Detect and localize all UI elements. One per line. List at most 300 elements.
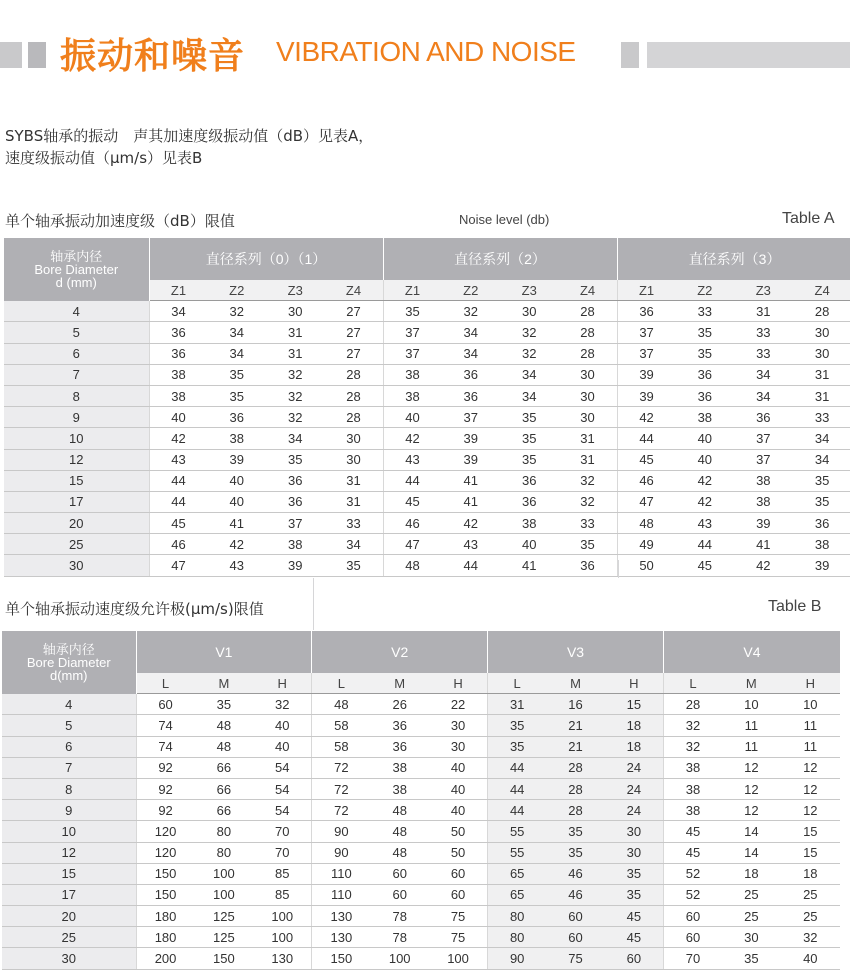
value-cell: 100 bbox=[253, 906, 312, 927]
value-cell: 32 bbox=[663, 736, 722, 757]
table-row bbox=[2, 800, 840, 821]
value-cell: 130 bbox=[312, 906, 371, 927]
value-cell: 40 bbox=[149, 407, 208, 428]
value-cell: 36 bbox=[370, 736, 429, 757]
value-cell: 100 bbox=[370, 948, 429, 969]
value-cell: 33 bbox=[325, 513, 384, 534]
value-cell: 27 bbox=[325, 301, 384, 322]
value-cell: 125 bbox=[195, 927, 254, 948]
table-b-group: V4 bbox=[663, 631, 840, 673]
value-cell: 48 bbox=[195, 715, 254, 736]
value-cell: 35 bbox=[195, 694, 254, 715]
table-row bbox=[2, 821, 840, 842]
value-cell: 30 bbox=[722, 927, 781, 948]
value-cell: 36 bbox=[266, 470, 325, 491]
bore-diameter-cell: 15 bbox=[4, 470, 149, 491]
value-cell: 37 bbox=[383, 322, 442, 343]
value-cell: 37 bbox=[383, 343, 442, 364]
value-cell: 75 bbox=[429, 906, 488, 927]
value-cell: 78 bbox=[370, 927, 429, 948]
value-cell: 90 bbox=[488, 948, 547, 969]
value-cell: 38 bbox=[663, 778, 722, 799]
subcol-header: L bbox=[312, 673, 371, 694]
value-cell: 74 bbox=[136, 736, 195, 757]
value-cell: 37 bbox=[734, 449, 793, 470]
table-row bbox=[4, 555, 850, 576]
value-cell: 60 bbox=[546, 927, 605, 948]
bore-diameter-cell: 30 bbox=[4, 555, 149, 576]
value-cell: 40 bbox=[676, 428, 735, 449]
bore-diameter-cell: 20 bbox=[2, 906, 136, 927]
value-cell: 43 bbox=[149, 449, 208, 470]
value-cell: 36 bbox=[149, 343, 208, 364]
value-cell: 35 bbox=[605, 863, 664, 884]
value-cell: 36 bbox=[617, 301, 676, 322]
table-b bbox=[2, 631, 840, 970]
value-cell: 52 bbox=[663, 884, 722, 905]
value-cell: 92 bbox=[136, 800, 195, 821]
value-cell: 30 bbox=[559, 364, 618, 385]
value-cell: 36 bbox=[676, 364, 735, 385]
value-cell: 12 bbox=[781, 778, 840, 799]
value-cell: 54 bbox=[253, 778, 312, 799]
value-cell: 31 bbox=[266, 343, 325, 364]
bore-diameter-cell: 12 bbox=[4, 449, 149, 470]
table-a-row-header bbox=[4, 238, 149, 301]
value-cell: 44 bbox=[488, 800, 547, 821]
value-cell: 31 bbox=[559, 449, 618, 470]
value-cell: 44 bbox=[617, 428, 676, 449]
value-cell: 70 bbox=[663, 948, 722, 969]
subcol-header: M bbox=[195, 673, 254, 694]
value-cell: 55 bbox=[488, 842, 547, 863]
subcol-header: Z2 bbox=[442, 280, 501, 301]
subcol-header: Z4 bbox=[793, 280, 850, 301]
table-row bbox=[4, 534, 850, 555]
bore-diameter-cell: 4 bbox=[4, 301, 149, 322]
value-cell: 50 bbox=[429, 821, 488, 842]
value-cell: 45 bbox=[663, 821, 722, 842]
table-row bbox=[2, 757, 840, 778]
subcol-header: Z3 bbox=[734, 280, 793, 301]
value-cell: 43 bbox=[676, 513, 735, 534]
table-b-group: V1 bbox=[136, 631, 312, 673]
row-header-unit: d(mm) bbox=[49, 667, 88, 683]
value-cell: 35 bbox=[722, 948, 781, 969]
value-cell: 40 bbox=[429, 778, 488, 799]
value-cell: 11 bbox=[781, 715, 840, 736]
value-cell: 80 bbox=[488, 906, 547, 927]
value-cell: 34 bbox=[149, 301, 208, 322]
subcol-header: Z3 bbox=[500, 280, 559, 301]
value-cell: 36 bbox=[676, 385, 735, 406]
value-cell: 180 bbox=[136, 906, 195, 927]
value-cell: 35 bbox=[500, 449, 559, 470]
value-cell: 10 bbox=[722, 694, 781, 715]
value-cell: 43 bbox=[383, 449, 442, 470]
value-cell: 46 bbox=[617, 470, 676, 491]
value-cell: 48 bbox=[370, 842, 429, 863]
decor-square bbox=[621, 42, 639, 68]
value-cell: 42 bbox=[617, 407, 676, 428]
bore-diameter-cell: 17 bbox=[4, 491, 149, 512]
value-cell: 38 bbox=[676, 407, 735, 428]
value-cell: 42 bbox=[442, 513, 501, 534]
value-cell: 41 bbox=[442, 470, 501, 491]
value-cell: 35 bbox=[546, 842, 605, 863]
value-cell: 41 bbox=[500, 555, 559, 576]
value-cell: 36 bbox=[208, 407, 267, 428]
value-cell: 32 bbox=[500, 322, 559, 343]
value-cell: 35 bbox=[208, 364, 267, 385]
value-cell: 40 bbox=[500, 534, 559, 555]
value-cell: 31 bbox=[488, 694, 547, 715]
value-cell: 10 bbox=[781, 694, 840, 715]
value-cell: 36 bbox=[500, 491, 559, 512]
value-cell: 24 bbox=[605, 800, 664, 821]
value-cell: 38 bbox=[793, 534, 850, 555]
value-cell: 33 bbox=[793, 407, 850, 428]
decor-bar bbox=[647, 42, 850, 68]
value-cell: 38 bbox=[500, 513, 559, 534]
value-cell: 11 bbox=[722, 715, 781, 736]
value-cell: 25 bbox=[781, 884, 840, 905]
value-cell: 30 bbox=[605, 821, 664, 842]
subcol-header: Z2 bbox=[208, 280, 267, 301]
value-cell: 44 bbox=[676, 534, 735, 555]
value-cell: 150 bbox=[136, 884, 195, 905]
value-cell: 80 bbox=[195, 821, 254, 842]
value-cell: 42 bbox=[149, 428, 208, 449]
value-cell: 72 bbox=[312, 800, 371, 821]
bore-diameter-cell: 4 bbox=[2, 694, 136, 715]
bore-diameter-cell: 5 bbox=[4, 322, 149, 343]
value-cell: 100 bbox=[429, 948, 488, 969]
value-cell: 150 bbox=[195, 948, 254, 969]
value-cell: 36 bbox=[559, 555, 618, 576]
value-cell: 39 bbox=[734, 513, 793, 534]
value-cell: 60 bbox=[546, 906, 605, 927]
subcol-header: Z3 bbox=[266, 280, 325, 301]
value-cell: 50 bbox=[429, 842, 488, 863]
value-cell: 18 bbox=[605, 736, 664, 757]
value-cell: 12 bbox=[722, 800, 781, 821]
value-cell: 34 bbox=[793, 428, 850, 449]
table-row bbox=[2, 884, 840, 905]
bore-diameter-cell: 8 bbox=[4, 385, 149, 406]
value-cell: 42 bbox=[676, 470, 735, 491]
table-row bbox=[4, 343, 850, 364]
bore-diameter-cell: 10 bbox=[4, 428, 149, 449]
value-cell: 60 bbox=[663, 906, 722, 927]
subcol-header: L bbox=[488, 673, 547, 694]
value-cell: 15 bbox=[781, 821, 840, 842]
value-cell: 90 bbox=[312, 842, 371, 863]
value-cell: 38 bbox=[734, 491, 793, 512]
value-cell: 35 bbox=[500, 428, 559, 449]
value-cell: 41 bbox=[442, 491, 501, 512]
value-cell: 90 bbox=[312, 821, 371, 842]
value-cell: 25 bbox=[722, 906, 781, 927]
page-title-cn: 振动和噪音 bbox=[60, 36, 246, 77]
value-cell: 38 bbox=[208, 428, 267, 449]
table-row bbox=[4, 385, 850, 406]
value-cell: 39 bbox=[442, 428, 501, 449]
value-cell: 33 bbox=[734, 322, 793, 343]
bore-diameter-cell: 8 bbox=[2, 778, 136, 799]
subcol-header: Z4 bbox=[559, 280, 618, 301]
value-cell: 30 bbox=[429, 715, 488, 736]
value-cell: 42 bbox=[208, 534, 267, 555]
value-cell: 48 bbox=[195, 736, 254, 757]
table-row bbox=[2, 927, 840, 948]
value-cell: 36 bbox=[442, 364, 501, 385]
value-cell: 35 bbox=[500, 407, 559, 428]
table-row bbox=[4, 449, 850, 470]
value-cell: 37 bbox=[266, 513, 325, 534]
value-cell: 34 bbox=[500, 364, 559, 385]
value-cell: 38 bbox=[370, 757, 429, 778]
value-cell: 36 bbox=[266, 491, 325, 512]
value-cell: 15 bbox=[605, 694, 664, 715]
bore-diameter-cell: 15 bbox=[2, 863, 136, 884]
subcol-header: Z4 bbox=[325, 280, 384, 301]
bore-diameter-cell: 7 bbox=[4, 364, 149, 385]
value-cell: 45 bbox=[149, 513, 208, 534]
value-cell: 39 bbox=[793, 555, 850, 576]
bore-diameter-cell: 30 bbox=[2, 948, 136, 969]
value-cell: 42 bbox=[734, 555, 793, 576]
value-cell: 85 bbox=[253, 863, 312, 884]
value-cell: 58 bbox=[312, 736, 371, 757]
divider-line bbox=[313, 578, 314, 630]
value-cell: 200 bbox=[136, 948, 195, 969]
value-cell: 39 bbox=[208, 449, 267, 470]
table-b-row-header bbox=[2, 631, 136, 694]
value-cell: 60 bbox=[370, 884, 429, 905]
value-cell: 55 bbox=[488, 821, 547, 842]
intro-line-2: 速度级振动值（μm/s）见表B bbox=[5, 149, 203, 167]
table-a-noise-level: Noise level (db) bbox=[459, 212, 550, 227]
table-row bbox=[2, 863, 840, 884]
table-a bbox=[4, 238, 850, 577]
value-cell: 35 bbox=[559, 534, 618, 555]
row-header-unit: d (mm) bbox=[55, 274, 97, 290]
table-row bbox=[4, 301, 850, 322]
subcol-header: M bbox=[370, 673, 429, 694]
value-cell: 45 bbox=[383, 491, 442, 512]
value-cell: 35 bbox=[605, 884, 664, 905]
value-cell: 30 bbox=[793, 343, 850, 364]
decor-square bbox=[28, 42, 46, 68]
value-cell: 44 bbox=[383, 470, 442, 491]
value-cell: 40 bbox=[253, 715, 312, 736]
value-cell: 66 bbox=[195, 757, 254, 778]
value-cell: 16 bbox=[546, 694, 605, 715]
value-cell: 47 bbox=[149, 555, 208, 576]
value-cell: 48 bbox=[312, 694, 371, 715]
value-cell: 39 bbox=[442, 449, 501, 470]
value-cell: 66 bbox=[195, 778, 254, 799]
value-cell: 38 bbox=[149, 385, 208, 406]
table-a-label: Table A bbox=[782, 210, 835, 227]
value-cell: 35 bbox=[793, 491, 850, 512]
value-cell: 32 bbox=[781, 927, 840, 948]
value-cell: 52 bbox=[663, 863, 722, 884]
value-cell: 150 bbox=[312, 948, 371, 969]
value-cell: 42 bbox=[676, 491, 735, 512]
value-cell: 34 bbox=[793, 449, 850, 470]
subcol-header: L bbox=[136, 673, 195, 694]
value-cell: 18 bbox=[781, 863, 840, 884]
table-row bbox=[4, 513, 850, 534]
value-cell: 74 bbox=[136, 715, 195, 736]
value-cell: 47 bbox=[617, 491, 676, 512]
value-cell: 27 bbox=[325, 322, 384, 343]
value-cell: 110 bbox=[312, 863, 371, 884]
value-cell: 32 bbox=[253, 694, 312, 715]
value-cell: 44 bbox=[488, 778, 547, 799]
value-cell: 80 bbox=[195, 842, 254, 863]
table-row bbox=[2, 778, 840, 799]
table-row bbox=[2, 842, 840, 863]
value-cell: 32 bbox=[500, 343, 559, 364]
value-cell: 37 bbox=[617, 343, 676, 364]
value-cell: 30 bbox=[325, 449, 384, 470]
value-cell: 125 bbox=[195, 906, 254, 927]
value-cell: 28 bbox=[663, 694, 722, 715]
value-cell: 31 bbox=[793, 364, 850, 385]
value-cell: 28 bbox=[546, 800, 605, 821]
page-title-en: VIBRATION AND NOISE bbox=[276, 36, 576, 67]
value-cell: 45 bbox=[605, 906, 664, 927]
table-b-group: V3 bbox=[488, 631, 664, 673]
bore-diameter-cell: 10 bbox=[2, 821, 136, 842]
bore-diameter-cell: 9 bbox=[2, 800, 136, 821]
table-row bbox=[4, 407, 850, 428]
value-cell: 60 bbox=[429, 884, 488, 905]
value-cell: 28 bbox=[546, 778, 605, 799]
value-cell: 75 bbox=[546, 948, 605, 969]
value-cell: 54 bbox=[253, 800, 312, 821]
value-cell: 44 bbox=[149, 491, 208, 512]
value-cell: 34 bbox=[208, 343, 267, 364]
row-header-en: Bore Diameter bbox=[26, 654, 111, 670]
value-cell: 36 bbox=[149, 322, 208, 343]
value-cell: 30 bbox=[500, 301, 559, 322]
bore-diameter-cell: 6 bbox=[2, 736, 136, 757]
value-cell: 25 bbox=[781, 906, 840, 927]
subcol-header: Z1 bbox=[617, 280, 676, 301]
value-cell: 78 bbox=[370, 906, 429, 927]
value-cell: 45 bbox=[617, 449, 676, 470]
value-cell: 33 bbox=[559, 513, 618, 534]
value-cell: 35 bbox=[266, 449, 325, 470]
value-cell: 24 bbox=[605, 778, 664, 799]
value-cell: 37 bbox=[734, 428, 793, 449]
value-cell: 35 bbox=[208, 385, 267, 406]
value-cell: 72 bbox=[312, 757, 371, 778]
value-cell: 31 bbox=[266, 322, 325, 343]
value-cell: 49 bbox=[617, 534, 676, 555]
subcol-header: M bbox=[722, 673, 781, 694]
value-cell: 80 bbox=[488, 927, 547, 948]
value-cell: 35 bbox=[676, 343, 735, 364]
value-cell: 36 bbox=[500, 470, 559, 491]
value-cell: 36 bbox=[793, 513, 850, 534]
value-cell: 32 bbox=[266, 385, 325, 406]
intro-line-1: SYBS轴承的振动 声其加速度级振动值（dB）见表A， bbox=[5, 127, 374, 145]
value-cell: 30 bbox=[793, 322, 850, 343]
value-cell: 32 bbox=[442, 301, 501, 322]
value-cell: 14 bbox=[722, 842, 781, 863]
value-cell: 22 bbox=[429, 694, 488, 715]
value-cell: 45 bbox=[676, 555, 735, 576]
value-cell: 70 bbox=[253, 821, 312, 842]
value-cell: 30 bbox=[266, 301, 325, 322]
value-cell: 34 bbox=[734, 385, 793, 406]
value-cell: 30 bbox=[325, 428, 384, 449]
value-cell: 35 bbox=[488, 736, 547, 757]
value-cell: 35 bbox=[793, 470, 850, 491]
value-cell: 38 bbox=[266, 534, 325, 555]
table-row bbox=[2, 736, 840, 757]
subcol-header: H bbox=[605, 673, 664, 694]
value-cell: 38 bbox=[663, 800, 722, 821]
value-cell: 60 bbox=[136, 694, 195, 715]
value-cell: 18 bbox=[605, 715, 664, 736]
value-cell: 46 bbox=[149, 534, 208, 555]
value-cell: 44 bbox=[488, 757, 547, 778]
subcol-header: H bbox=[253, 673, 312, 694]
value-cell: 28 bbox=[559, 343, 618, 364]
section-header bbox=[0, 28, 850, 80]
subcol-header: Z1 bbox=[383, 280, 442, 301]
value-cell: 21 bbox=[546, 715, 605, 736]
value-cell: 39 bbox=[617, 364, 676, 385]
value-cell: 41 bbox=[734, 534, 793, 555]
value-cell: 18 bbox=[722, 863, 781, 884]
value-cell: 43 bbox=[208, 555, 267, 576]
value-cell: 60 bbox=[370, 863, 429, 884]
subcol-header: L bbox=[663, 673, 722, 694]
value-cell: 120 bbox=[136, 842, 195, 863]
value-cell: 27 bbox=[325, 343, 384, 364]
value-cell: 14 bbox=[722, 821, 781, 842]
table-row bbox=[4, 470, 850, 491]
value-cell: 34 bbox=[442, 322, 501, 343]
value-cell: 110 bbox=[312, 884, 371, 905]
value-cell: 48 bbox=[370, 800, 429, 821]
table-row bbox=[2, 694, 840, 715]
value-cell: 130 bbox=[253, 948, 312, 969]
value-cell: 32 bbox=[663, 715, 722, 736]
table-a-group: 直径系列（0）（1） bbox=[149, 238, 383, 280]
bore-diameter-cell: 6 bbox=[4, 343, 149, 364]
value-cell: 32 bbox=[559, 491, 618, 512]
value-cell: 92 bbox=[136, 778, 195, 799]
subcol-header: Z1 bbox=[149, 280, 208, 301]
value-cell: 28 bbox=[559, 301, 618, 322]
value-cell: 38 bbox=[383, 364, 442, 385]
value-cell: 45 bbox=[663, 842, 722, 863]
value-cell: 12 bbox=[722, 778, 781, 799]
value-cell: 12 bbox=[722, 757, 781, 778]
table-row bbox=[4, 322, 850, 343]
value-cell: 32 bbox=[266, 407, 325, 428]
value-cell: 39 bbox=[617, 385, 676, 406]
value-cell: 26 bbox=[370, 694, 429, 715]
